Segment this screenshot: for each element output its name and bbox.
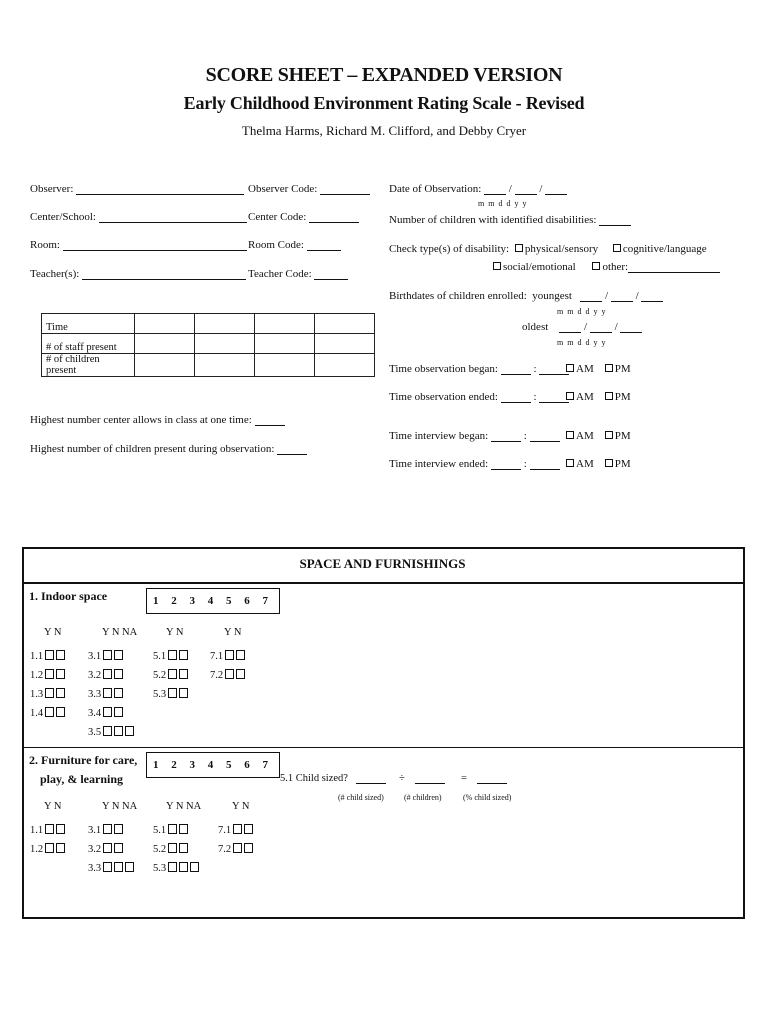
ind-label: 3.1 xyxy=(88,825,102,836)
indicator-row xyxy=(88,685,134,704)
staff-cell[interactable] xyxy=(315,334,375,354)
ind-label: 3.5 xyxy=(88,727,102,738)
indicator-row xyxy=(88,859,134,878)
indicator-row xyxy=(153,840,199,859)
y-checkbox[interactable] xyxy=(225,669,234,679)
n-checkbox[interactable] xyxy=(114,707,123,717)
indicator-row xyxy=(30,704,65,723)
y-checkbox[interactable] xyxy=(233,843,242,853)
observer-code-field[interactable] xyxy=(248,183,370,195)
ind-label: 1.3 xyxy=(30,689,44,700)
item2-scale[interactable]: 1 2 3 4 5 6 7 xyxy=(146,752,280,778)
table-row xyxy=(42,314,375,334)
indicator-row xyxy=(30,685,65,704)
time-cell[interactable] xyxy=(315,314,375,334)
equals-sign: = xyxy=(460,773,467,784)
indicator-row xyxy=(30,840,65,859)
time-cell[interactable] xyxy=(195,314,255,334)
indicator-row xyxy=(30,821,65,840)
y-checkbox[interactable] xyxy=(45,650,54,660)
authors: Thelma Harms, Richard M. Clifford, and Debby Cryer xyxy=(241,123,527,138)
n-checkbox[interactable] xyxy=(236,669,245,679)
date-label: Date of Observation: xyxy=(389,183,482,195)
indicator-row xyxy=(153,685,188,704)
ind-label: 1.2 xyxy=(30,844,44,855)
indicator-row xyxy=(153,821,199,840)
birthdates-youngest[interactable]: Birthdates of children enrolled: youngest / / xyxy=(389,290,663,302)
n-checkbox[interactable] xyxy=(244,843,253,853)
n-checkbox[interactable] xyxy=(114,862,123,872)
y-checkbox[interactable] xyxy=(103,650,112,660)
n-checkbox[interactable] xyxy=(114,650,123,660)
section-title: SPACE AND FURNISHINGS xyxy=(299,556,466,571)
label-pct-child-sized: (% child sized) xyxy=(463,793,512,802)
item1-col3 xyxy=(88,647,134,742)
birthdates-oldest[interactable]: oldest / / xyxy=(522,321,642,333)
n-checkbox[interactable] xyxy=(114,843,123,853)
item1-head-3: Y N NA xyxy=(102,627,138,638)
item1-col1 xyxy=(30,647,65,723)
item2-col3 xyxy=(88,821,134,878)
indicator-row xyxy=(88,666,134,685)
row-label-children: # of children present xyxy=(42,354,135,377)
item2-head-1: Y N xyxy=(44,801,62,812)
n-checkbox[interactable] xyxy=(236,650,245,660)
other-label: other: xyxy=(602,261,629,273)
disability-type xyxy=(389,243,707,255)
item2-col7 xyxy=(218,821,253,859)
indicator-row xyxy=(210,647,245,666)
teacher-code-field[interactable] xyxy=(248,268,348,280)
y-checkbox[interactable] xyxy=(168,669,177,679)
y-checkbox[interactable] xyxy=(168,824,177,834)
item1-scale[interactable]: 1 2 3 4 5 6 7 xyxy=(146,588,280,614)
indicator-row xyxy=(88,723,134,742)
item2-title-a: 2. Furniture for care, xyxy=(29,753,138,767)
ind-label: 1.1 xyxy=(30,651,44,662)
item1-col5 xyxy=(153,647,188,704)
y-checkbox[interactable] xyxy=(168,688,177,698)
time-cell[interactable] xyxy=(135,314,195,334)
children-cell[interactable] xyxy=(195,354,255,377)
indicator-row xyxy=(88,647,134,666)
teacher-label: Teacher(s): xyxy=(30,268,80,280)
table-row xyxy=(42,354,375,377)
y-checkbox[interactable] xyxy=(103,669,112,679)
n-checkbox[interactable] xyxy=(56,650,65,660)
int-began-ampm[interactable] xyxy=(566,430,631,442)
y-checkbox[interactable] xyxy=(45,824,54,834)
center-field[interactable] xyxy=(30,211,247,223)
cognitive-label: cognitive/language xyxy=(622,243,707,255)
social-label: social/emotional xyxy=(503,261,576,273)
indicator-row xyxy=(30,647,65,666)
physical-label: physical/sensory xyxy=(524,243,599,255)
disability-type-row2 xyxy=(493,261,720,273)
indicator-row xyxy=(153,647,188,666)
ind-label: 3.2 xyxy=(88,844,102,855)
label-child-sized: (# child sized) xyxy=(338,793,384,802)
item1-head-7: Y N xyxy=(224,627,242,638)
na-checkbox[interactable] xyxy=(190,862,199,872)
y-checkbox[interactable] xyxy=(45,707,54,717)
y-checkbox[interactable] xyxy=(103,726,112,736)
item1-col7 xyxy=(210,647,245,685)
children-cell[interactable] xyxy=(315,354,375,377)
obs-ended-ampm[interactable] xyxy=(566,391,631,403)
ind-label: 5.1 xyxy=(153,825,167,836)
physical-checkbox[interactable] xyxy=(515,243,598,255)
ind-label: 7.2 xyxy=(218,844,232,855)
indicator-row xyxy=(218,840,253,859)
num-disabilities-field[interactable] xyxy=(389,214,631,226)
youngest-hint: m m d d y y xyxy=(557,307,607,316)
pm-label: PM xyxy=(614,391,631,403)
row-label-time: Time xyxy=(42,314,135,334)
children-cell[interactable] xyxy=(255,354,315,377)
n-checkbox[interactable] xyxy=(179,862,188,872)
n-checkbox[interactable] xyxy=(244,824,253,834)
birthdates-label: Birthdates of children enrolled: xyxy=(389,290,527,302)
date-hint: m m d d y y xyxy=(478,199,528,208)
indicator-row xyxy=(88,840,134,859)
item2-head-7: Y N xyxy=(232,801,250,812)
divide-sign: ÷ xyxy=(398,773,405,784)
y-checkbox[interactable] xyxy=(168,862,177,872)
date-field[interactable]: Date of Observation: / / xyxy=(389,183,567,195)
table-row xyxy=(42,334,375,354)
center-code-field[interactable] xyxy=(248,211,359,223)
highest-allowed-field[interactable] xyxy=(30,414,285,426)
pm-label: PM xyxy=(614,458,631,470)
observer-code-label: Observer Code: xyxy=(248,183,318,195)
ind-label: 5.3 xyxy=(153,863,167,874)
n-checkbox[interactable] xyxy=(56,824,65,834)
y-checkbox[interactable] xyxy=(103,843,112,853)
y-checkbox[interactable] xyxy=(103,707,112,717)
y-checkbox[interactable] xyxy=(45,688,54,698)
social-checkbox[interactable] xyxy=(493,261,576,273)
item2-head-5: Y N NA xyxy=(166,801,202,812)
item1-title: 1. Indoor space xyxy=(29,589,108,603)
ind-label: 1.4 xyxy=(30,708,44,719)
n-checkbox[interactable] xyxy=(56,669,65,679)
int-ended-ampm[interactable] xyxy=(566,458,631,470)
am-label: AM xyxy=(576,430,594,442)
y-checkbox[interactable] xyxy=(103,688,112,698)
n-checkbox[interactable] xyxy=(179,669,188,679)
ind-label: 5.1 xyxy=(153,651,167,662)
room-code-label: Room Code: xyxy=(248,239,304,251)
teacher-field[interactable] xyxy=(30,268,246,280)
check-type-label: Check type(s) of disability: xyxy=(389,243,510,255)
n-checkbox[interactable] xyxy=(179,824,188,834)
n-checkbox[interactable] xyxy=(179,688,188,698)
ind-label: 3.1 xyxy=(88,651,102,662)
item2-head-3: Y N NA xyxy=(102,801,138,812)
item2-col1 xyxy=(30,821,65,859)
room-label: Room: xyxy=(30,239,60,251)
y-checkbox[interactable] xyxy=(225,650,234,660)
ind-label: 3.3 xyxy=(88,863,102,874)
ind-label: 5.2 xyxy=(153,670,167,681)
n-checkbox[interactable] xyxy=(179,650,188,660)
obs-began-label: Time observation began: xyxy=(389,363,498,375)
y-checkbox[interactable] xyxy=(103,824,112,834)
indicator-row xyxy=(88,704,134,723)
page-subtitle: Early Childhood Environment Rating Scale - Revised xyxy=(183,93,585,113)
item2-title-b: play, & learning xyxy=(40,772,124,786)
indicator-row xyxy=(30,666,65,685)
n-checkbox[interactable] xyxy=(56,843,65,853)
ind-label: 7.1 xyxy=(210,651,224,662)
ind-label: 7.2 xyxy=(210,670,224,681)
indicator-row xyxy=(210,666,245,685)
children-cell[interactable] xyxy=(135,354,195,377)
oldest-hint: m m d d y y xyxy=(557,338,607,347)
item1-head-1: Y N xyxy=(44,627,62,638)
am-label: AM xyxy=(576,363,594,375)
n-checkbox[interactable] xyxy=(114,688,123,698)
time-cell[interactable] xyxy=(255,314,315,334)
y-checkbox[interactable] xyxy=(103,862,112,872)
pm-label: PM xyxy=(614,430,631,442)
other-checkbox[interactable] xyxy=(592,261,720,273)
n-checkbox[interactable] xyxy=(114,824,123,834)
highest-present-label: Highest number of children present during observation: xyxy=(30,443,275,455)
am-label: AM xyxy=(576,391,594,403)
obs-began-ampm[interactable] xyxy=(566,363,631,375)
label-children: (# children) xyxy=(404,793,442,802)
pm-label: PM xyxy=(614,363,631,375)
staff-cell[interactable] xyxy=(135,334,195,354)
child-sized-calc[interactable] xyxy=(280,773,507,784)
highest-present-field[interactable] xyxy=(30,443,307,455)
staff-table xyxy=(41,313,375,377)
ind-label: 1.1 xyxy=(30,825,44,836)
youngest-label: youngest xyxy=(532,290,572,302)
item2-col5 xyxy=(153,821,199,878)
n-checkbox[interactable] xyxy=(56,688,65,698)
cognitive-checkbox[interactable] xyxy=(613,243,707,255)
ind-label: 1.2 xyxy=(30,670,44,681)
n-checkbox[interactable] xyxy=(114,726,123,736)
y-checkbox[interactable] xyxy=(45,669,54,679)
ind-label: 5.3 xyxy=(153,689,167,700)
indicator-row xyxy=(153,666,188,685)
obs-ended-field[interactable]: Time observation ended: : xyxy=(389,391,569,403)
ind-label: 3.3 xyxy=(88,689,102,700)
teacher-code-label: Teacher Code: xyxy=(248,268,312,280)
center-code-label: Center Code: xyxy=(248,211,307,223)
highest-allowed-label: Highest number center allows in class at one time: xyxy=(30,414,252,426)
page-title: SCORE SHEET – EXPANDED VERSION xyxy=(205,64,563,86)
row-label-staff: # of staff present xyxy=(42,334,135,354)
room-code-field[interactable] xyxy=(248,239,341,251)
oldest-label: oldest xyxy=(522,321,549,333)
n-checkbox[interactable] xyxy=(179,843,188,853)
ind-label: 3.2 xyxy=(88,670,102,681)
y-checkbox[interactable] xyxy=(168,843,177,853)
int-ended-field[interactable]: Time interview ended: : xyxy=(389,458,560,470)
num-disabilities-label: Number of children with identified disabilities: xyxy=(389,214,597,226)
int-began-label: Time interview began: xyxy=(389,430,489,442)
observer-label: Observer: xyxy=(30,183,74,195)
na-checkbox[interactable] xyxy=(125,862,134,872)
ind-label: 5.2 xyxy=(153,844,167,855)
room-field[interactable] xyxy=(30,239,247,251)
n-checkbox[interactable] xyxy=(114,669,123,679)
int-began-field[interactable]: Time interview began: : xyxy=(389,430,560,442)
na-checkbox[interactable] xyxy=(125,726,134,736)
observer-field[interactable] xyxy=(30,183,244,195)
indicator-row xyxy=(88,821,134,840)
int-ended-label: Time interview ended: xyxy=(389,458,489,470)
ind-label: 7.1 xyxy=(218,825,232,836)
am-label: AM xyxy=(576,458,594,470)
item1-head-5: Y N xyxy=(166,627,184,638)
indicator-row xyxy=(218,821,253,840)
obs-began-field[interactable]: Time observation began: : xyxy=(389,363,569,375)
indicator-row xyxy=(153,859,199,878)
y-checkbox[interactable] xyxy=(168,650,177,660)
ind-label: 3.4 xyxy=(88,708,102,719)
n-checkbox[interactable] xyxy=(56,707,65,717)
center-label: Center/School: xyxy=(30,211,96,223)
y-checkbox[interactable] xyxy=(233,824,242,834)
item-divider xyxy=(22,747,743,748)
staff-cell[interactable] xyxy=(255,334,315,354)
y-checkbox[interactable] xyxy=(45,843,54,853)
child-sized-label: 5.1 Child sized? xyxy=(280,773,348,784)
staff-cell[interactable] xyxy=(195,334,255,354)
obs-ended-label: Time observation ended: xyxy=(389,391,498,403)
